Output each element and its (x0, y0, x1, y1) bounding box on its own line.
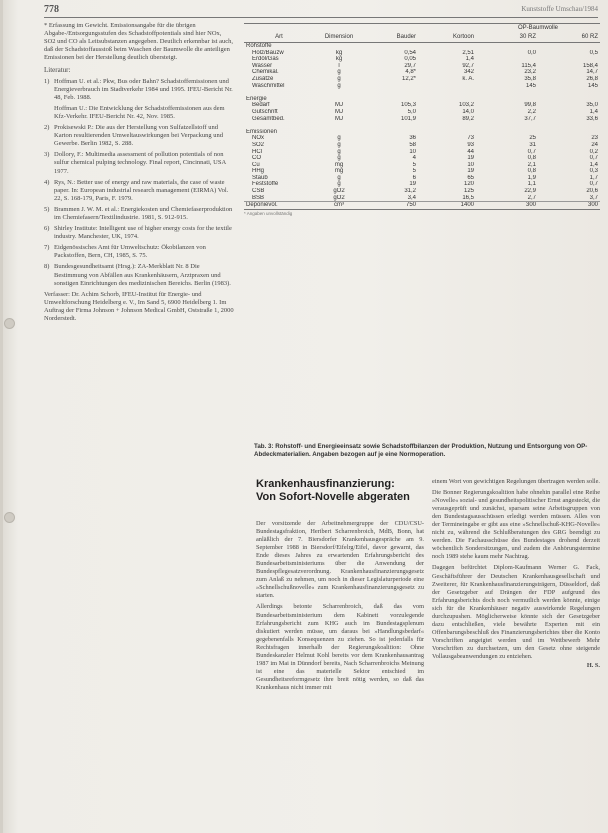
table-cell: 92,7 (462, 62, 474, 69)
row-label: HCl (252, 148, 262, 155)
table-cell: 19 (409, 181, 416, 188)
reference-number: 6) (44, 225, 50, 233)
row-unit: mg (334, 161, 344, 168)
table-cell: 2,1 (527, 161, 536, 168)
row-unit: g (337, 82, 341, 89)
table-spacer (244, 89, 600, 96)
article-paragraph: Allerdings betonte Scharrenbroich, daß das vom Bundesarbeitsministerium dem Kabinett vorzulegende Erfahrungsbericht zum KHG auch im Bundestagsplenum diskutiert werden müsse, um daraus bei »Handlungsbedarf« gegebenenfalls Konsequenzen zu ziehen. So ist jedenfalls für Rechtsfragen innerhalb der Regierungskoalition: Ohne Bundeskanzler Helmut Kohl bereits vor dem Krankenhausantrag 1987 im Mai in Dünndorf bereits, Nach Scharrenbroichs Meinung ist eine das materielle Sektor entschied im Gesundheitsreformgesetz ihre breit nötig werden, so daß das Krankenhaus nicht immer mit (256, 603, 424, 691)
table-cell: 3,4 (407, 194, 416, 201)
row-unit: g (337, 155, 341, 162)
table-cell: 89,2 (462, 115, 474, 122)
table-cell: 19 (467, 155, 474, 162)
article-title (256, 478, 426, 504)
binding-edge (0, 0, 3, 833)
table-body (244, 43, 600, 210)
table-row (244, 83, 600, 90)
table-total-row (244, 202, 600, 210)
emissions-table (244, 23, 600, 210)
article-signature: H. S. (586, 662, 600, 670)
reference-number: 2) (44, 124, 50, 132)
table-cell: 120 (463, 181, 474, 188)
row-label: Staub (252, 174, 268, 181)
author-note: Verfasser: Dr. Achim Schorb, IFEU-Institut für Energie- und Umweltforschung Heidelberg e. V., Im Sand 5, 6900 Heidelberg 1. Im Auftrag der Firma Johnson + Johnson Medical GmbH, Oststraße 1, 2000 Norderstedt. (44, 290, 234, 322)
table-cell: 99,8 (524, 102, 536, 109)
reference-text: Bundesgesundheitsamt (Hrsg.): ZA-Merkblatt Nr. 8 Die Bestimmung von Abfällen aus Krankenhäusern, Arztpraxen und sonstigen Einrichtungen des medizinischen Bereichs. Berlin (1983). (54, 263, 231, 287)
column-header: Art (244, 33, 314, 43)
row-label: Bedarf (252, 102, 270, 109)
table-section-row (244, 96, 600, 103)
row-label: NOx (252, 135, 264, 142)
row-label: CO (252, 155, 261, 162)
table-cell: 1,4 (465, 56, 474, 63)
row-label: Zusätze (252, 75, 274, 82)
row-label: Gutschrift (252, 108, 278, 115)
table-cell: 29,7 (404, 62, 416, 69)
table-cell: 31 (529, 141, 536, 148)
reference-text: Shirley Institute: Intelligent use of higher energy costs for the textile industry. Manchester, UK, 1974. (54, 225, 232, 241)
table-cell: 0,3 (589, 168, 599, 175)
article-paragraph: Die Bonner Regierungskoalition habe ohnehin parallel eine Reihe »Novelle« sozial- und gesundheitspolitischer Ernst angesteckt, die verausgeprüft und zunächst, sparsam seine Arbeitsgruppen von den Bundestagsausschüssen erledigt werden müssen. Alles von der Termineingabe er gibt aus eine »Schnellschuß-KHG-Novelle« nicht zu, während die Schlußberatungen des GRG beendigt zu werden. Die Fachausschüsse des Bundestages drohend derzeit wöchentlich Sondersitzungen, und zudem die Anhörungstermine noch 1989 stehe kaum mehr Nachtrag. (432, 489, 600, 561)
row-label: Waschmittel (252, 82, 285, 89)
table-cell: 300 (476, 202, 538, 210)
table-cell: 0,05 (404, 56, 416, 63)
table-cell: 23 (591, 135, 599, 142)
row-label: BSB (252, 194, 265, 201)
row-unit: gO2 (333, 194, 345, 201)
data-table-block (244, 23, 600, 216)
row-label: Holz/Bauzw (252, 49, 284, 56)
table-row (244, 76, 600, 83)
article-column-1 (256, 520, 424, 695)
table-cell: 145 (588, 82, 599, 89)
table-cell: 2,7 (527, 194, 536, 201)
table-cell: 300 (538, 202, 600, 210)
reference-text: Brammen J. W. M. et al.: Energiekosten und Chemiefaserproduktion im Chemiefasern/Textilindustrie. 1981, S. 912-915. (54, 205, 233, 221)
row-label: Erdöl/Gas (252, 56, 279, 63)
table-row (244, 195, 600, 202)
table-cell (364, 83, 418, 90)
reference-number: 8) (44, 263, 50, 271)
table-cell: 5 (412, 161, 416, 168)
table-row (244, 109, 600, 116)
table-cell: 10 (467, 161, 474, 168)
table-cell: 0,8 (527, 168, 536, 175)
left-column (44, 22, 234, 327)
row-label: Cu (252, 161, 260, 168)
article-paragraph: Dagegen befürchtet Diplom-Kaufmann Werner G. Fack, Geschäftsführer der Deutschen Krankenhausgesellschaft und Zweiterer, für Krankenhausfinanzierungsträgern, Düsseldorf, daß der Gesetzgeber auf Drängen der FDP aufgrund des Erfahrungsberichts doch noch vermutlich werden könnte, einige sich für die Krankenhäuser negativ auswirkende Regelungen durchzupushen. Möglicherweise könnte sich der Gesetzgeber dazu entschließen, viele bewährte Experten mit ein Offenbarungsbeschluß des Finanzierungsberichtes über die Konto Vorschriften angeigtet werden und im Wettbewerb Mehr Vorschriften zu durchsetzen, um den Gesetz ohne steigende Vollausgabeanwendungen zu entziehen. (432, 564, 600, 660)
reference-number: 3) (44, 151, 50, 159)
reference-number: 4) (44, 178, 50, 186)
table-cell: 1400 (418, 202, 476, 210)
article-title-line: Krankenhausfinanzierung: (256, 478, 395, 490)
header-rule (44, 17, 598, 18)
table-row (244, 168, 600, 175)
table-cell: 5,0 (407, 108, 416, 115)
table-cell: 0,7 (527, 148, 536, 155)
table-cell: 22,9 (524, 188, 536, 195)
table-cell: 1,4 (589, 108, 599, 115)
reference-item (44, 78, 234, 102)
table-cell: 65 (467, 174, 474, 181)
table-header-row (244, 33, 600, 43)
row-unit: cm³ (314, 202, 364, 210)
reference-text: Rys, N.: Better use of energy and raw materials, the case of waste paper. In: European industrial research management (EIRMA) Vol. 22, S. 168-179, Paris, F. 1979. (54, 178, 229, 202)
article-paragraph: einem Wort von gewichtigen Regelungen übertragen werden solle. (432, 478, 600, 485)
reference-item (44, 124, 234, 148)
article-title-line: Von Sofort-Novelle abgeraten (256, 491, 410, 503)
reference-text: Dollory, F.: Multimedia assessment of pollution potentials of non sulfur chemical pulping technology. Final report, Cincinnati, USA 1977. (54, 151, 226, 175)
row-label: Feststoffe (252, 181, 279, 188)
table-cell: 145 (525, 82, 536, 89)
table-cell: 750 (364, 202, 418, 210)
table-row (244, 63, 600, 70)
table-cell: 35,0 (586, 102, 599, 109)
reference-item (44, 244, 234, 260)
row-label: Deponievol. (244, 202, 314, 210)
row-unit: g (337, 181, 341, 188)
reference-item (44, 151, 234, 175)
table-cell: 125 (463, 188, 474, 195)
table-cell: 36 (409, 135, 416, 142)
article-column-2 (432, 478, 600, 670)
table-cell: 93 (467, 141, 474, 148)
article-paragraph: Der vorsitzende der Arbeitnehmergruppe der CDU/CSU-Bundestagsfraktion, Heribert Scharrenbroich, MdB, Bonn, hat anläßlich der 7. Biersdorfer Krankenhausgespräche am 9. September 1988 in Biersdorf/Eifelrg/Eifel, davor gewarnt, das Ende dieses Jahres zu erwartenden Erfahrungsbericht des Bundesarbeitsministeriums über die Anwendung der Bundespflegesatzverordnung. Krankenhausfinanzierungsgesetz zum Anlaß zu nehmen, um noch in dieser Legislaturperiode eine »Schnellschußnovelle« zum Krankenhausfinanzierungsgesetz zu starten. (256, 520, 424, 600)
reference-number: 7) (44, 244, 50, 252)
table-cell: 103,2 (458, 102, 474, 109)
table-cell: 0,8 (527, 155, 536, 162)
group-header: OP-Baumwolle (476, 24, 600, 34)
intro-paragraph: * Erfassung im Gewicht. Emissionsangabe für die übrigen Abgabe-/Entsorgungsstufen des Schadstoffpotentials sind hier NOx, SO2 und CO als Leitsubstanzen angegeben. Deutlich erkennbar ist auch, daß der Schadstoffausstoß beim Waschen der Baumwolle die anteiligen Emissionen bei der Herstellung deutlich übersteigt. (44, 22, 233, 62)
reference-text: Prokisewski P.: Die aus der Herstellung von Sulfatzellstoff und Karton resultierenden Umweltauswirkungen bei Verpackung und Gewerbe. Berlin 1982, S. 288. (54, 124, 224, 148)
table-cell: 58 (409, 141, 416, 148)
reference-text: Hoffman U. et al.: Pkw, Bus oder Bahn? Schadstoffemissionen und Energieverbrauch im Stadtverkehr 1984 und 1995. IFEU-Bericht Nr. 48, Feb. 1988. (54, 77, 233, 101)
table-section-row (244, 129, 600, 136)
table-cell: 115,4 (521, 62, 536, 69)
reference-item (44, 206, 234, 222)
table-cell: 0,7 (589, 181, 599, 188)
reference-number (44, 105, 54, 121)
row-label: SO2 (252, 141, 265, 148)
table-cell: 105,3 (400, 102, 416, 109)
table-cell: 342 (463, 69, 474, 76)
table-cell: 73 (467, 135, 474, 142)
table-cell: 1,1 (527, 181, 536, 188)
table-row (244, 181, 600, 188)
table-cell: 3,7 (589, 194, 599, 201)
table-row (244, 142, 600, 149)
reference-number: 5) (44, 205, 50, 213)
table-cell: 31,2 (404, 188, 416, 195)
table-cell: 5 (412, 168, 416, 175)
row-unit: MJ (335, 102, 343, 109)
table-cell: 33,6 (586, 115, 599, 122)
row-unit: mg (334, 168, 344, 175)
row-unit: g (337, 75, 341, 82)
punch-hole (4, 512, 15, 523)
table-cell: 19 (467, 168, 474, 175)
table-cell: 14,7 (586, 69, 599, 76)
table-cell: 35,8 (524, 75, 536, 82)
table-row (244, 162, 600, 169)
spacer-cell (244, 89, 600, 96)
row-label: Gesamtbed. (252, 115, 285, 122)
row-unit: g (337, 69, 341, 76)
reference-number: 1) (44, 77, 50, 85)
row-unit: kg (335, 49, 343, 56)
table-cell: k. A. (462, 75, 474, 82)
table-cell: 0,54 (404, 49, 416, 56)
page-header (44, 4, 598, 18)
row-unit: l (338, 62, 340, 69)
reference-text: Eidgenössisches Amt für Umweltschutz: Ökobilanzen von Packstoffen, Bern, CH, 1985, S. 75. (54, 244, 206, 260)
table-cell: 1,4 (589, 161, 599, 168)
table-caption: Tab. 3: Rohstoff- und Energieeinsatz sowie Schadstoffbilanzen der Produktion, Nutzung und Entsorgung von OP-Abdeckmaterialien. Angaben bezogen auf je eine Normoperation. (254, 443, 588, 458)
row-unit: gO2 (333, 188, 345, 195)
table-cell: 4,8* (405, 69, 416, 76)
table-section-row (244, 43, 600, 50)
column-header: 60 RZ (538, 33, 600, 43)
reference-item (44, 179, 234, 203)
table-cell: 2,51 (462, 49, 474, 56)
table-row (244, 175, 600, 182)
table-cell: 14,0 (462, 108, 474, 115)
table-row (244, 149, 600, 156)
page-number: 778 (44, 4, 59, 15)
table-cell: 0,5 (589, 49, 599, 56)
table-row (244, 135, 600, 142)
table-row (244, 102, 600, 109)
table-cell: 4 (412, 155, 416, 162)
row-label: Chemikal. (252, 69, 279, 76)
row-unit: MJ (335, 115, 343, 122)
table-cell: 10 (409, 148, 416, 155)
row-unit: kg (335, 56, 343, 63)
row-unit: g (337, 141, 341, 148)
table-cell: 24 (591, 141, 599, 148)
reference-list (44, 78, 234, 288)
table-cell: 44 (467, 148, 474, 155)
literature-heading: Literatur: (44, 66, 71, 75)
reference-item (44, 105, 234, 121)
section-label: Emissionen (246, 128, 278, 135)
table-cell: 26,8 (586, 75, 599, 82)
table-row (244, 155, 600, 162)
table-row (244, 56, 600, 63)
table-cell (476, 56, 538, 63)
row-unit: g (337, 135, 341, 142)
section-label: Energie (246, 95, 267, 102)
table-cell: 1,7 (589, 174, 599, 181)
table-row (244, 69, 600, 76)
table-cell: 23,2 (524, 69, 536, 76)
spacer-cell (244, 122, 600, 129)
table-cell: 37,7 (524, 115, 536, 122)
column-header: Bauder (364, 33, 418, 43)
table-cell (418, 83, 476, 90)
table-row (244, 116, 600, 123)
table-row (244, 50, 600, 57)
row-unit: MJ (335, 108, 343, 115)
reference-item (44, 225, 234, 241)
section-label: Rohstoffe (246, 43, 272, 49)
table-cell: 20,6 (586, 188, 599, 195)
column-header: 30 RZ (476, 33, 538, 43)
column-header: Dimension (314, 33, 364, 43)
table-cell: 1,9 (527, 174, 536, 181)
table-cell: 12,2* (401, 75, 416, 82)
table-cell: 0,2 (589, 148, 599, 155)
row-label: HHg (252, 168, 265, 175)
table-cell (538, 56, 600, 63)
row-label: Wasser (252, 62, 273, 69)
row-unit: g (337, 174, 341, 181)
table-cell: 101,9 (400, 115, 416, 122)
column-header: Kortoon (418, 33, 476, 43)
table-note: * Angaben unvollständig (244, 210, 293, 216)
row-unit: g (337, 148, 341, 155)
table-cell: 25 (529, 135, 536, 142)
table-cell: 16,5 (462, 194, 474, 201)
punch-hole (4, 318, 15, 329)
table-cell: 6 (412, 174, 416, 181)
table-cell: 158,4 (583, 62, 599, 69)
table-cell: 2,2 (527, 108, 536, 115)
table-row (244, 188, 600, 195)
journal-name: Kunststoffe Umschau/1984 (521, 5, 598, 13)
row-label: CSB (252, 188, 265, 195)
table-cell: 0,7 (589, 155, 599, 162)
reference-text: Hoffman U.: Die Entwicklung der Schadstoffemissionen aus dem Kfz-Verkehr. IFEU-Bericht Nr. 42, Nov. 1985. (54, 104, 225, 120)
reference-item (44, 263, 234, 287)
table-cell: 0,0 (527, 49, 536, 56)
table-spacer (244, 122, 600, 129)
